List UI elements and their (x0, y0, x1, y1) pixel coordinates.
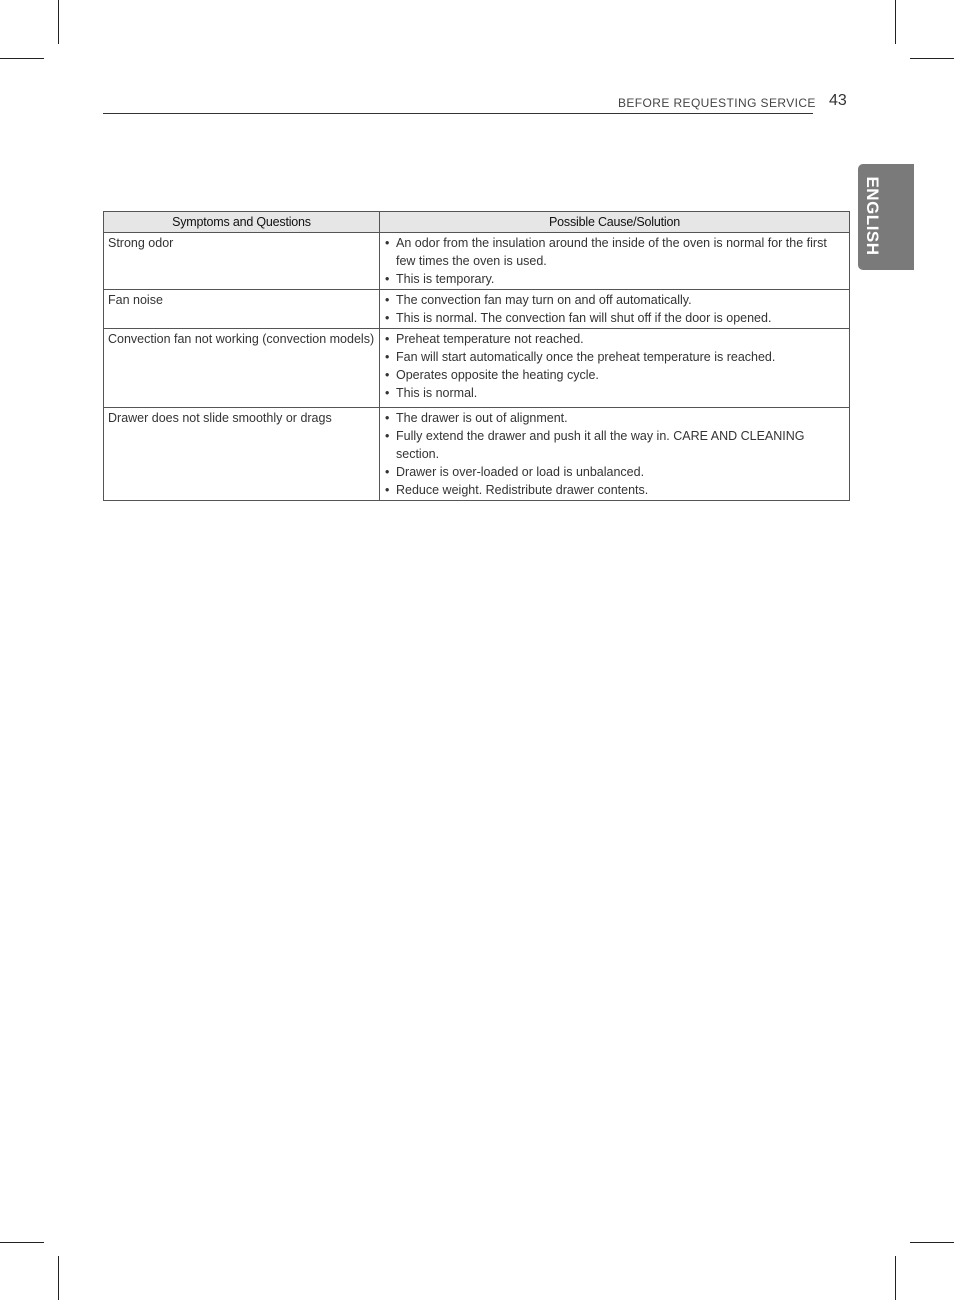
crop-mark (910, 1242, 954, 1243)
crop-mark (0, 58, 44, 59)
cause-item: • Fan will start automatically once the preheat temperature is reached. (384, 348, 845, 366)
column-header-symptoms: Symptoms and Questions (104, 212, 380, 233)
cause-cell (380, 233, 850, 290)
language-tab-label: ENGLISH (863, 176, 882, 256)
table-row (104, 290, 850, 329)
symptom-cell: Convection fan not working (convection models) (104, 329, 380, 408)
cause-item: • The drawer is out of alignment. (384, 409, 845, 427)
cause-item: • This is normal. The convection fan will shut off if the door is opened. (384, 309, 845, 327)
cause-item: • Reduce weight. Redistribute drawer contents. (384, 481, 845, 499)
symptom-cell: Drawer does not slide smoothly or drags (104, 408, 380, 501)
language-tab (858, 164, 914, 270)
cause-item: • Operates opposite the heating cycle. (384, 366, 845, 384)
crop-mark (895, 0, 896, 44)
column-header-causes: Possible Cause/Solution (380, 212, 850, 233)
cause-item: • This is normal. (384, 384, 845, 402)
symptom-cell: Fan noise (104, 290, 380, 329)
cause-item: • Fully extend the drawer and push it all the way in. CARE AND CLEANING section. (384, 427, 845, 463)
cause-item: • An odor from the insulation around the inside of the oven is normal for the first few times the oven is used. (384, 234, 845, 270)
crop-mark (910, 58, 954, 59)
cause-item: • Preheat temperature not reached. (384, 330, 845, 348)
troubleshooting-table (103, 211, 850, 501)
section-title: BEFORE REQUESTING SERVICE (618, 96, 816, 110)
cause-cell (380, 329, 850, 408)
crop-mark (0, 1242, 44, 1243)
table-header-row (104, 212, 850, 233)
header-rule (103, 113, 813, 114)
symptom-cell: Strong odor (104, 233, 380, 290)
cause-item: • Drawer is over-loaded or load is unbalanced. (384, 463, 845, 481)
crop-mark (895, 1256, 896, 1300)
table-row (104, 408, 850, 501)
table-row (104, 233, 850, 290)
table-row (104, 329, 850, 408)
cause-item: • The convection fan may turn on and off automatically. (384, 291, 845, 309)
crop-mark (58, 0, 59, 44)
cause-item: • This is temporary. (384, 270, 845, 288)
cause-cell (380, 408, 850, 501)
page-number: 43 (829, 92, 847, 109)
crop-mark (58, 1256, 59, 1300)
cause-cell (380, 290, 850, 329)
